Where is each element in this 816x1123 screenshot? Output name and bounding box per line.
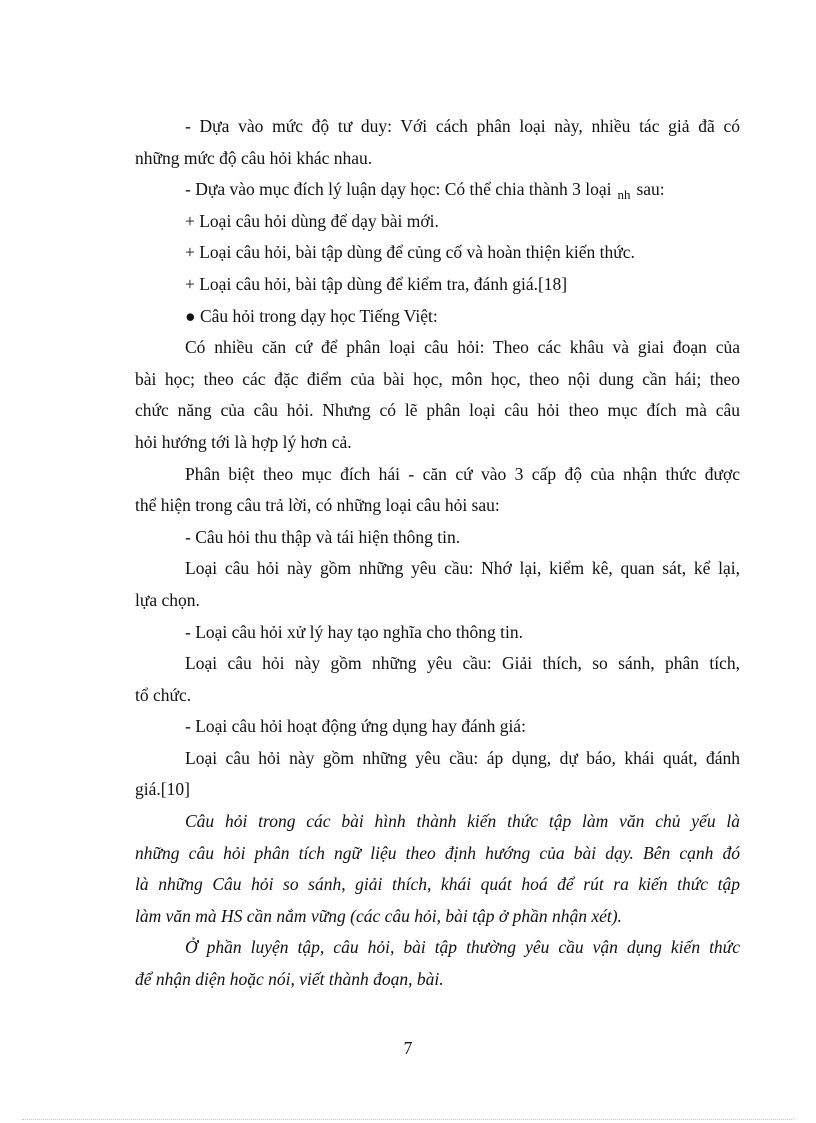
text-line: những câu hỏi phân tích ngữ liệu theo định hướng của bài dạy. Bên cạnh đó	[135, 842, 740, 863]
text-line: làm văn mà HS cần nắm vững (các câu hỏi, bài tập ở phần nhận xét).	[135, 905, 622, 926]
text-line: Phân biệt theo mục đích hái - căn cứ vào 3 cấp độ của nhận thức được	[185, 463, 740, 484]
text-line: tổ chức.	[135, 684, 192, 705]
page-number: 7	[403, 1038, 413, 1058]
body-text	[135, 111, 740, 996]
text-segment: sau:	[636, 179, 665, 200]
text-line: lựa chọn.	[135, 589, 200, 610]
text-line: Ở phần luyện tập, câu hỏi, bài tập thường yêu cầu vận dụng kiến thức	[185, 937, 740, 958]
text-line: những mức độ câu hỏi khác nhau.	[135, 147, 373, 168]
subscript-fragment: nh	[617, 187, 631, 203]
text-line: Loại câu hỏi này gồm những yêu cầu: Giải thích, so sánh, phân tích,	[185, 653, 740, 674]
text-line: - Câu hỏi thu thập và tái hiện thông tin.	[185, 526, 461, 547]
text-line: - Loại câu hỏi xử lý hay tạo nghĩa cho thông tin.	[185, 621, 524, 642]
text-line	[135, 174, 740, 206]
text-line: - Loại câu hỏi hoạt động ứng dụng hay đánh giá:	[185, 716, 526, 737]
text-line: Loại câu hỏi này gồm những yêu cầu: áp dụng, dự báo, khái quát, đánh	[185, 747, 740, 768]
text-line: giá.[10]	[135, 779, 190, 800]
text-line: + Loại câu hỏi, bài tập dùng để kiểm tra, đánh giá.[18]	[185, 273, 568, 294]
text-line: Loại câu hỏi này gồm những yêu cầu: Nhớ lại, kiểm kê, quan sát, kể lại,	[185, 558, 740, 579]
text-line: chức năng của câu hỏi. Nhưng có lẽ phân loại câu hỏi theo mục đích mà câu	[135, 400, 740, 421]
text-line: Có nhiều căn cứ để phân loại câu hỏi: Theo các khâu và giai đoạn của	[185, 337, 740, 358]
text-line: bài học; theo các đặc điểm của bài học, môn học, theo nội dung cần hái; theo	[135, 368, 740, 389]
footer-dotted-rule	[22, 1119, 794, 1120]
text-line: thể hiện trong câu trả lời, có những loại câu hỏi sau:	[135, 495, 500, 516]
text-line: ● Câu hỏi trong dạy học Tiếng Việt:	[185, 305, 438, 326]
text-line: là những Câu hỏi so sánh, giải thích, khái quát hoá để rút ra kiến thức tập	[135, 874, 740, 895]
text-line: + Loại câu hỏi, bài tập dùng để củng cố và hoàn thiện kiến thức.	[185, 242, 635, 263]
text-segment: - Dựa vào mục đích lý luận dạy học: Có thể chia thành 3 loại	[185, 179, 612, 200]
text-line: Câu hỏi trong các bài hình thành kiến thức tập làm văn chủ yếu là	[185, 811, 740, 832]
text-line: + Loại câu hỏi dùng để dạy bài mới.	[185, 210, 439, 231]
text-line: để nhận diện hoặc nói, viết thành đoạn, bài.	[135, 969, 444, 990]
text-line: - Dựa vào mức độ tư duy: Với cách phân loại này, nhiều tác giả đã có	[185, 116, 740, 136]
text-line: hỏi hướng tới là hợp lý hơn cả.	[135, 431, 352, 452]
